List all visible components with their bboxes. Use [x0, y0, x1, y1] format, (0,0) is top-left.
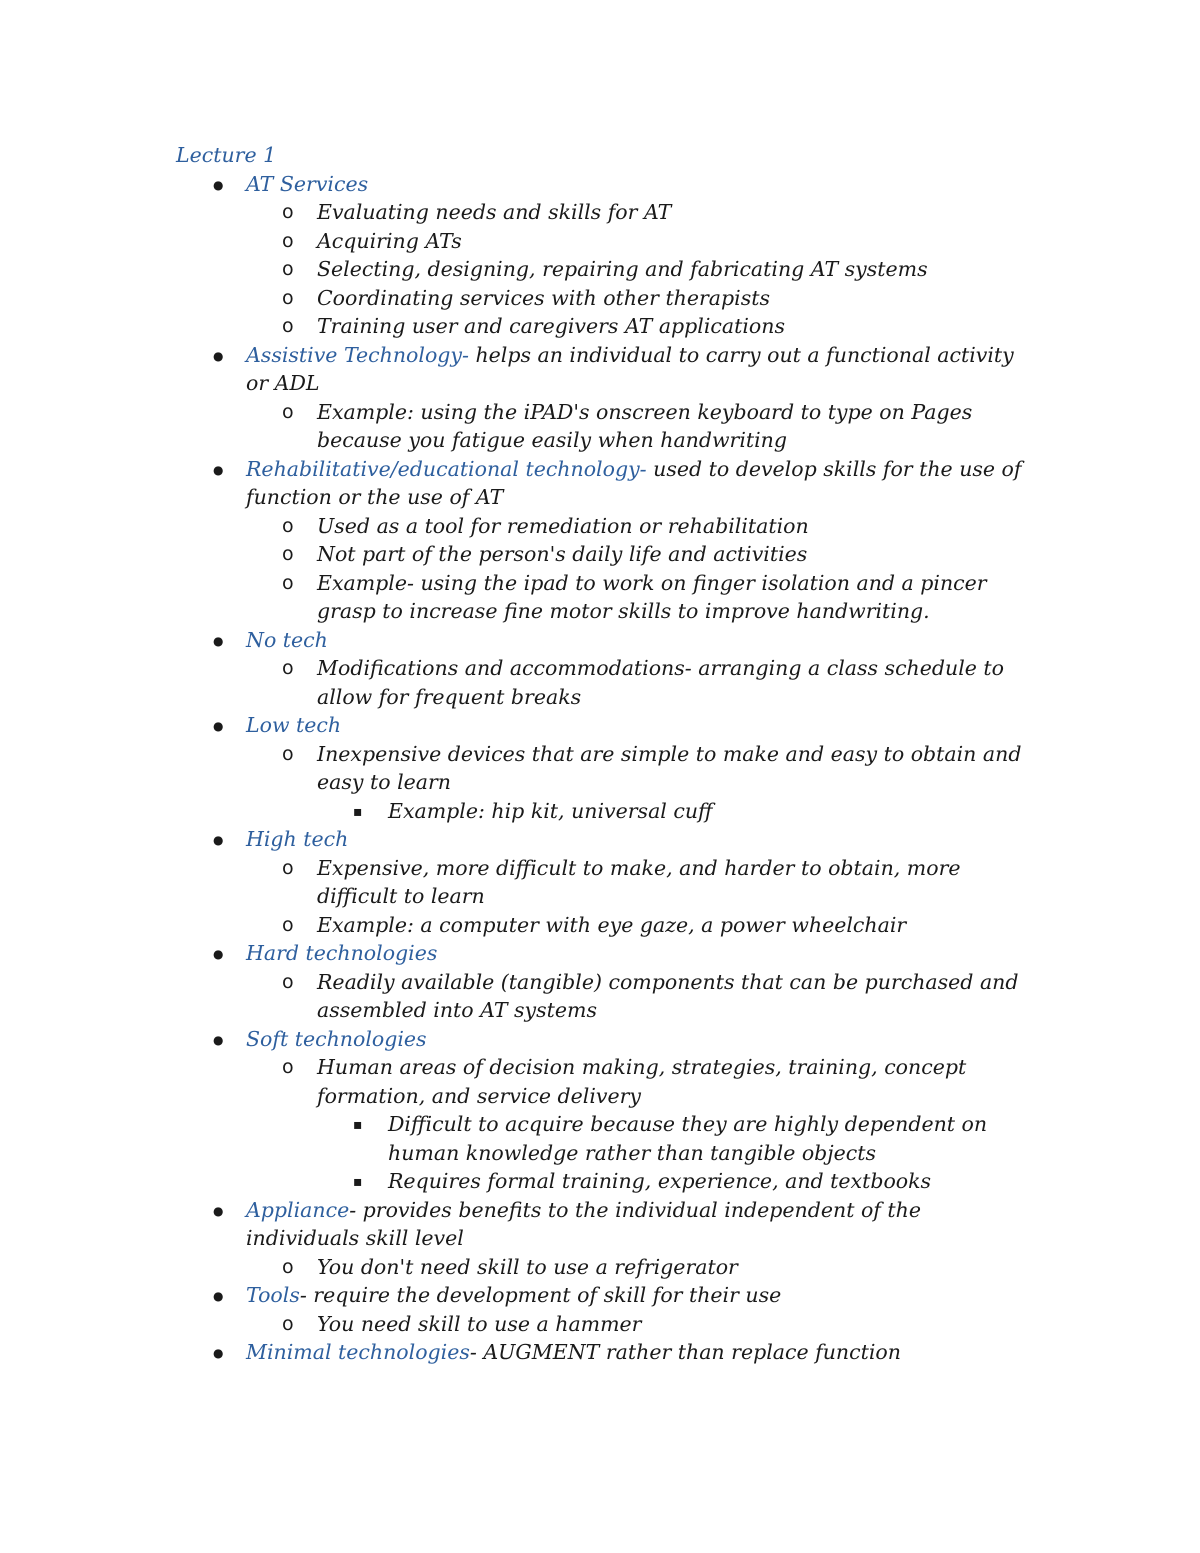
outline-item	[176, 1338, 1026, 1367]
term-label: Low tech	[246, 713, 342, 737]
document-body	[176, 141, 1026, 1367]
sub-sub-item	[317, 1167, 1026, 1196]
term-label: Tools	[246, 1283, 300, 1307]
sub-item	[246, 569, 1026, 626]
sub-list	[246, 1053, 1026, 1196]
sub-item-text: Not part of the person's daily life and activities	[317, 542, 808, 566]
outline-item	[176, 825, 1026, 939]
sub-item	[246, 312, 1026, 341]
term-label: High tech	[246, 827, 349, 851]
circle-bullet-icon	[282, 1053, 294, 1082]
bullet-icon	[213, 825, 223, 857]
circle-bullet-icon	[282, 312, 294, 341]
outline-item	[176, 455, 1026, 626]
term-definition: - AUGMENT rather than replace function	[469, 1340, 901, 1364]
sub-item-text: Example: a computer with eye gaze, a power wheelchair	[317, 912, 907, 937]
circle-bullet-icon	[282, 569, 294, 598]
sub-sub-list	[317, 1110, 1026, 1196]
sub-sub-item-text: Difficult to acquire because they are highly dependent on human knowledge rather than tangible objects	[388, 1112, 988, 1165]
outline-item	[176, 1025, 1026, 1196]
circle-bullet-icon	[282, 255, 294, 284]
sub-item	[246, 198, 1026, 227]
outline-item	[176, 170, 1026, 341]
term-definition: used to develop skills for the use of function or the use of AT	[246, 456, 1022, 509]
square-bullet-icon	[353, 1167, 363, 1199]
circle-bullet-icon	[282, 540, 294, 569]
term-label: Assistive Technology-	[246, 342, 469, 367]
sub-item	[246, 398, 1026, 455]
outline-item	[176, 1196, 1026, 1282]
outline-item	[176, 1281, 1026, 1338]
term-label: AT Services	[246, 171, 369, 196]
circle-bullet-icon	[282, 1310, 294, 1339]
sub-item-text: Coordinating services with other therapists	[317, 285, 770, 310]
sub-item-text: Inexpensive devices that are simple to make and easy to obtain and easy to learn	[317, 741, 1022, 794]
page-title: Lecture 1	[176, 143, 277, 167]
bullet-icon	[213, 1196, 223, 1228]
sub-item	[246, 540, 1026, 569]
term-label: Soft technologies	[246, 1026, 427, 1051]
sub-item-text: Expensive, more difficult to make, and harder to obtain, more difficult to learn	[317, 855, 961, 908]
bullet-icon	[213, 939, 223, 971]
circle-bullet-icon	[282, 398, 294, 427]
bullet-icon	[213, 1025, 223, 1057]
sub-item	[246, 854, 1026, 911]
outline-item	[176, 626, 1026, 712]
circle-bullet-icon	[282, 854, 294, 883]
outline-item	[176, 341, 1026, 455]
sub-item-text: You don't need skill to use a refrigerator	[317, 1254, 738, 1279]
sub-item-text: Readily available (tangible) components that can be purchased and assembled into AT systems	[317, 969, 1019, 1022]
bullet-icon	[213, 455, 223, 487]
circle-bullet-icon	[282, 1253, 294, 1282]
sub-item-text: Modifications and accommodations- arranging a class schedule to allow for frequent breaks	[317, 656, 1004, 709]
sub-list	[246, 1253, 1026, 1282]
sub-item-text: Training user and caregivers AT applications	[317, 314, 785, 338]
term-label: Appliance	[246, 1197, 350, 1222]
bullet-icon	[213, 341, 223, 373]
sub-item-text: Used as a tool for remediation or rehabilitation	[317, 513, 809, 538]
sub-item	[246, 227, 1026, 256]
circle-bullet-icon	[282, 227, 294, 256]
sub-item	[246, 512, 1026, 541]
term-label: Minimal technologies	[246, 1340, 470, 1364]
outline-item	[176, 939, 1026, 1025]
sub-item	[246, 740, 1026, 826]
square-bullet-icon	[353, 1110, 363, 1142]
sub-sub-item-text: Example: hip kit, universal cuff	[388, 798, 713, 823]
sub-list	[246, 398, 1026, 455]
bullet-icon	[213, 711, 223, 743]
circle-bullet-icon	[282, 284, 294, 313]
sub-item	[246, 1253, 1026, 1282]
term-label: No tech	[246, 627, 328, 652]
term-definition: - provides benefits to the individual independent of the individuals skill level	[246, 1197, 921, 1250]
circle-bullet-icon	[282, 968, 294, 997]
sub-list	[246, 654, 1026, 711]
sub-item	[246, 654, 1026, 711]
sub-item	[246, 911, 1026, 940]
circle-bullet-icon	[282, 512, 294, 541]
bullet-icon	[213, 1338, 223, 1370]
term-definition: helps an individual to carry out a functional activity or ADL	[246, 342, 1014, 395]
sub-item	[246, 968, 1026, 1025]
sub-list	[246, 1310, 1026, 1339]
sub-list	[246, 854, 1026, 940]
term-definition: - require the development of skill for their use	[299, 1283, 782, 1307]
sub-item-text: Selecting, designing, repairing and fabricating AT systems	[317, 257, 928, 281]
bullet-icon	[213, 1281, 223, 1313]
term-label: Hard technologies	[246, 941, 438, 965]
sub-list	[246, 512, 1026, 626]
sub-list	[246, 198, 1026, 341]
sub-sub-item	[317, 1110, 1026, 1167]
circle-bullet-icon	[282, 198, 294, 227]
term-label: Rehabilitative/educational technology-	[246, 456, 647, 481]
sub-list	[246, 968, 1026, 1025]
sub-item-text: Human areas of decision making, strategies, training, concept formation, and service delivery	[317, 1055, 967, 1108]
sub-item-text: Example- using the ipad to work on finger isolation and a pincer grasp to increase fine motor skills to improve handwriting.	[317, 570, 987, 623]
circle-bullet-icon	[282, 654, 294, 683]
sub-item	[246, 1310, 1026, 1339]
sub-sub-item	[317, 797, 1026, 826]
sub-item-text: Evaluating needs and skills for AT	[317, 200, 672, 224]
sub-item	[246, 284, 1026, 313]
sub-sub-list	[317, 797, 1026, 826]
circle-bullet-icon	[282, 740, 294, 769]
bullet-icon	[213, 170, 223, 202]
sub-item-text: You need skill to use a hammer	[317, 1311, 642, 1336]
sub-item	[246, 1053, 1026, 1196]
sub-list	[246, 740, 1026, 826]
square-bullet-icon	[353, 797, 363, 829]
outline-item	[176, 711, 1026, 825]
bullet-icon	[213, 626, 223, 658]
sub-sub-item-text: Requires formal training, experience, and textbooks	[388, 1169, 932, 1193]
sub-item-text: Example: using the iPAD's onscreen keyboard to type on Pages because you fatigue easily when handwriting	[317, 399, 973, 452]
sub-item	[246, 255, 1026, 284]
outline-list	[176, 170, 1026, 1367]
circle-bullet-icon	[282, 911, 294, 940]
sub-item-text: Acquiring ATs	[317, 228, 462, 253]
